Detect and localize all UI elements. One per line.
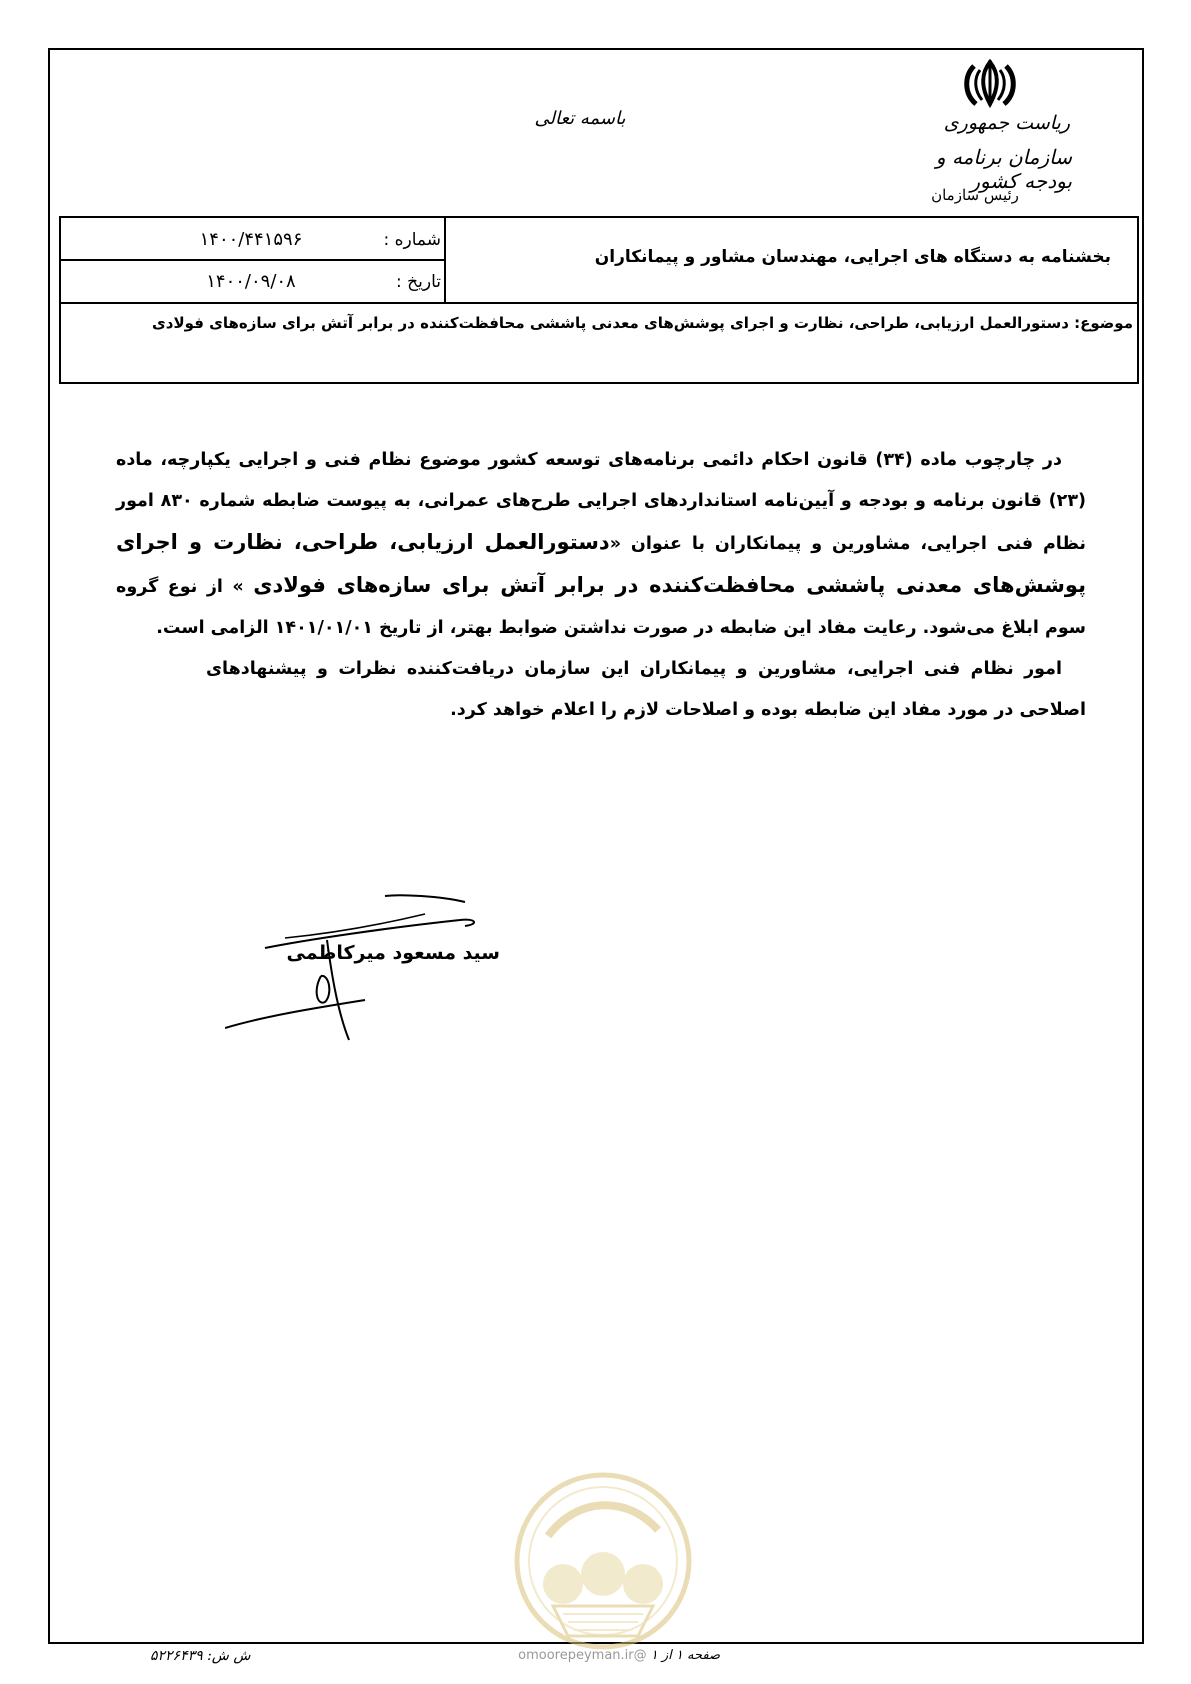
watermark-logo-icon xyxy=(508,1466,698,1656)
org-line-presidency: ریاست جمهوری xyxy=(943,112,1070,134)
footer-website xyxy=(520,1648,720,1663)
page-number: صفحه ۱ از ۱ xyxy=(650,1648,720,1663)
regulation-title: دستورالعمل ارزیابی، طراحی، نظارت و اجرای پوشش‌های معدنی پاششی محافظت‌کننده در برابر آتش برای سازه‌های فولادی xyxy=(116,530,1086,597)
handwritten-signature xyxy=(225,890,495,1060)
header-table xyxy=(59,216,1139,384)
website-url: @omoorepeyman.ir xyxy=(518,1648,647,1663)
iran-emblem-icon xyxy=(960,58,1020,110)
number-value: ۱۴۰۰/۴۴۱۵۹۶ xyxy=(199,229,303,250)
body-paragraph-1 xyxy=(116,440,1086,649)
body-text: » از نوع گروه سوم ابلاغ می‌شود. رعایت مفاد این ضابطه در صورت نداشتن ضوابط بهتر، از تاریخ ۱۴۰۱/۰۱/۰۱ الزامی است. xyxy=(116,577,1086,638)
serial-number: ش ش: ۵۲۲۶۴۳۹ xyxy=(150,1648,251,1664)
org-line-head: رئیس سازمان xyxy=(931,186,1019,204)
org-line-organization: سازمان برنامه و بودجه کشور xyxy=(935,145,1072,193)
date-value: ۱۴۰۰/۰۹/۰۸ xyxy=(206,271,296,292)
body-text: در چارچوب ماده (۳۴) قانون احکام دائمی برنامه‌های توسعه کشور موضوع نظام فنی و اجرایی یکپارچه، ماده (۲۳) قانون برنامه و بودجه و آیین‌نامه استانداردهای اجرایی طرح‌های عمرانی، به پیوست ضابطه شماره ۸۳۰ امور نظام فنی اجرایی، مشاورین و پیمانکاران با عنوان « xyxy=(116,450,1087,554)
recipients: بخشنامه به دستگاه های اجرایی، مهندسان مشاور و پیمانکاران xyxy=(594,247,1111,267)
letter-body xyxy=(116,440,1086,731)
body-paragraph-2: امور نظام فنی اجرایی، مشاورین و پیمانکاران این سازمان دریافت‌کننده نظرات و پیشنهادهای اصلاحی در مورد مفاد این ضابطه بوده و اصلاحات لازم را اعلام خواهد کرد. xyxy=(206,659,1086,720)
basmala: باسمه تعالی xyxy=(534,108,626,129)
date-label: تاریخ : xyxy=(396,272,441,292)
number-label: شماره : xyxy=(383,230,441,250)
subject-line: موضوع: دستورالعمل ارزیابی، طراحی، نظارت و اجرای پوشش‌های معدنی پاششی محافظت‌کننده در برابر آتش برای سازه‌های فولادی xyxy=(152,314,1133,332)
signer-name: سید مسعود میرکاظمی xyxy=(286,942,500,964)
